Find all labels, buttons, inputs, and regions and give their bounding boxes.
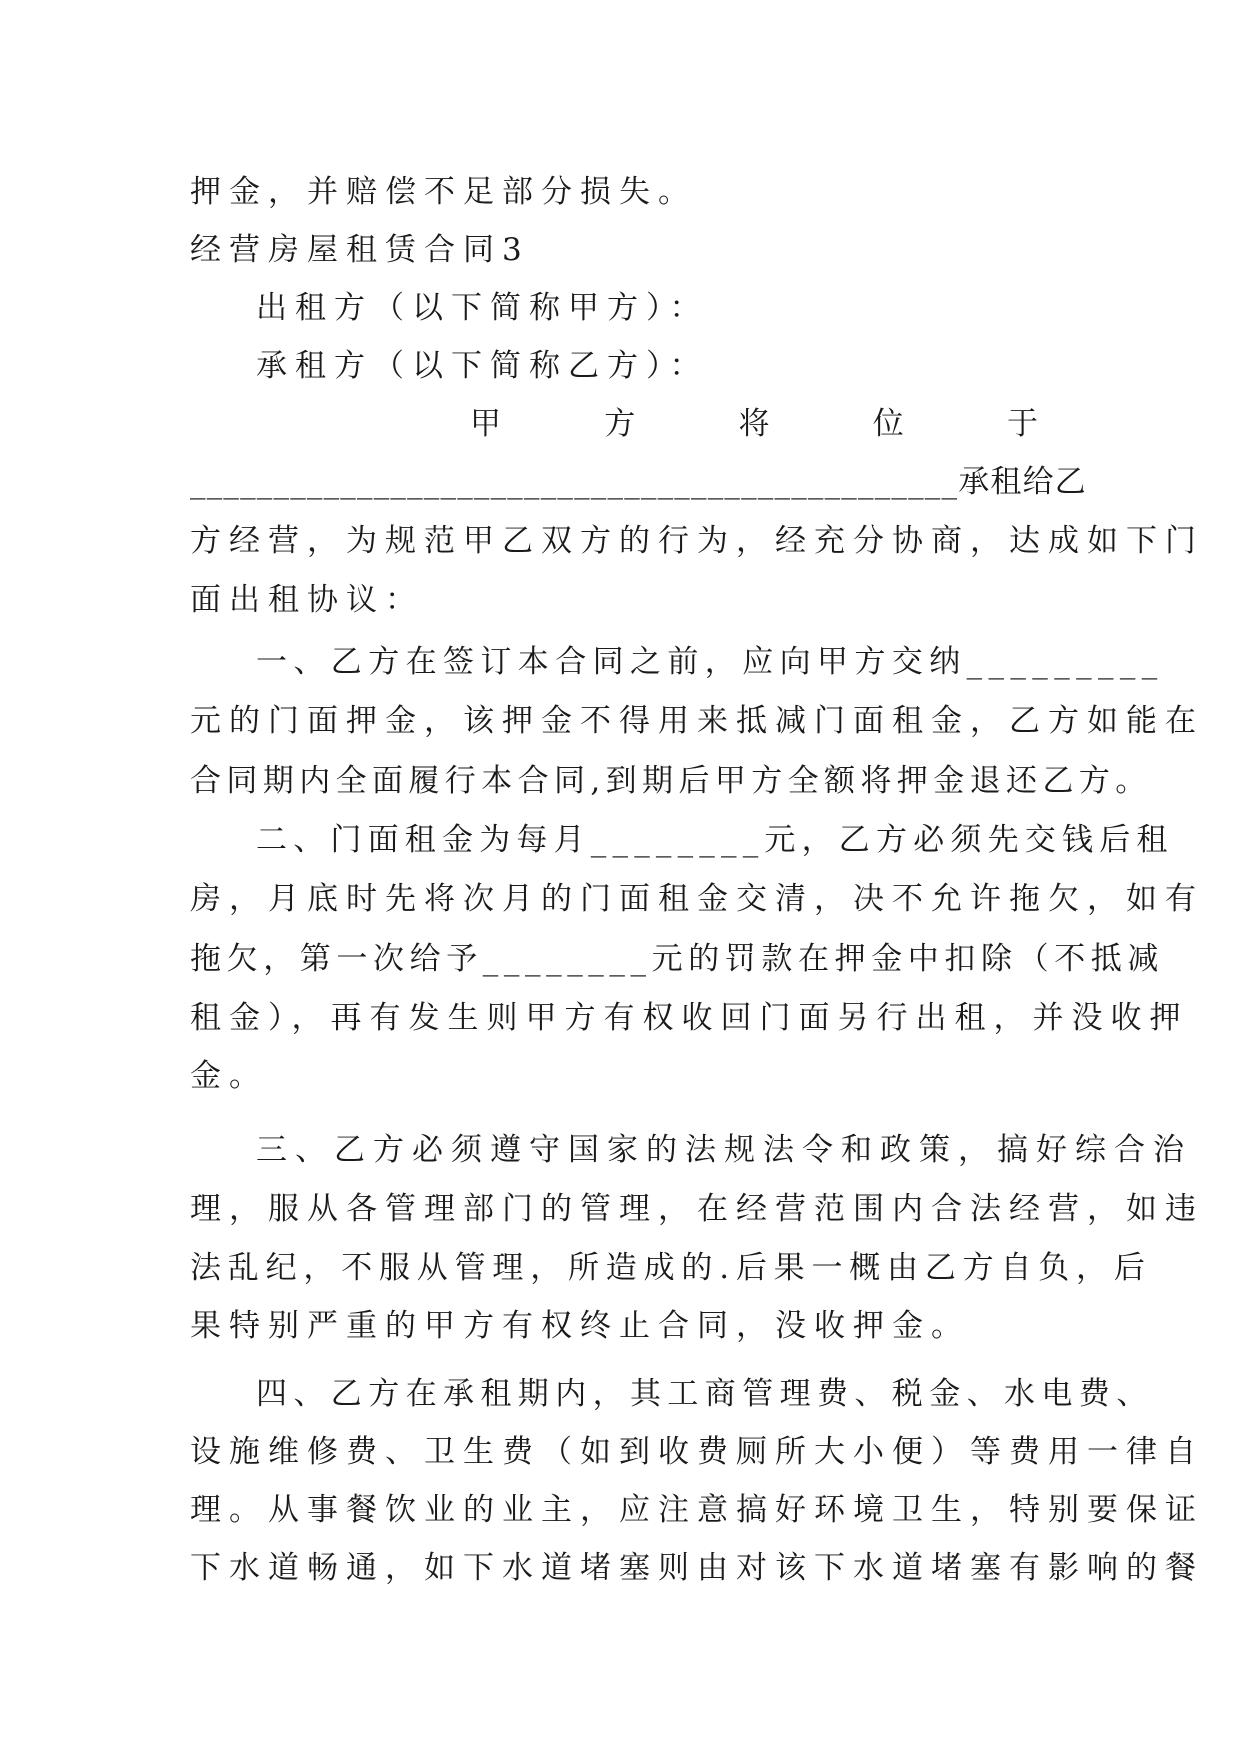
text-line: 设施维修费、卫生费（如到收费厕所大小便）等费用一律自 [190,1434,1204,1470]
spread-word: 于 [1007,406,1046,442]
clause-3: 三、乙方必须遵守国家的法规法令和政策，搞好综合治 [256,1132,1192,1168]
text-line: 元的门面押金，该押金不得用来抵减门面租金，乙方如能在 [190,703,1204,739]
text-line: 合同期内全面履行本合同,到期后甲方全额将押金退还乙方。 [190,763,1152,799]
spread-word: 将 [738,406,778,442]
lessor-line: 出租方（以下简称甲方）： [256,290,709,326]
text-line: 拖欠，第一次给予________元的罚款在押金中扣除（不抵减 [190,941,1164,977]
text-line: 理，服从各管理部门的管理，在经营范围内合法经营，如违 [190,1191,1204,1227]
justified-line [190,395,1050,453]
blank-address-line: ______________________________________________承租给乙 [190,464,1087,500]
text-line: 租金），再有发生则甲方有权收回门面另行出租，并没收押 [190,1000,1189,1036]
section-title: 经营房屋租赁合同3 [190,232,530,268]
text-line: 押金，并赔偿不足部分损失。 [190,174,697,210]
text-line: 果特别严重的甲方有权终止合同，没收押金。 [190,1308,970,1344]
clause-2: 二、门面租金为每月________元，乙方必须先交钱后租 [256,822,1174,858]
text-line: 金。 [190,1058,268,1094]
text-line: 下水道畅通，如下水道堵塞则由对该下水道堵塞有影响的餐 [190,1550,1204,1586]
spread-word: 甲 [470,406,509,442]
spread-word: 方 [604,406,644,442]
text-line: 方经营，为规范甲乙双方的行为，经充分协商，达成如下门 [190,523,1204,559]
spread-word: 位 [872,406,912,442]
lessee-line: 承租方（以下简称乙方）： [256,348,709,384]
text-line: 理。从事餐饮业的业主，应注意搞好环境卫生，特别要保证 [190,1492,1204,1528]
document-body [190,163,1204,1597]
text-line: 房，月底时先将次月的门面租金交清，决不允许拖欠，如有 [190,881,1204,917]
clause-4: 四、乙方在承租期内，其工商管理费、税金、水电费、 [256,1376,1154,1412]
text-line: 面出租协议： [190,582,424,618]
text-line: 法乱纪，不服从管理，所造成的.后果一概由乙方自负，后 [190,1250,1152,1286]
clause-1: 一、乙方在签订本合同之前，应向甲方交纳_________ [256,644,1164,680]
